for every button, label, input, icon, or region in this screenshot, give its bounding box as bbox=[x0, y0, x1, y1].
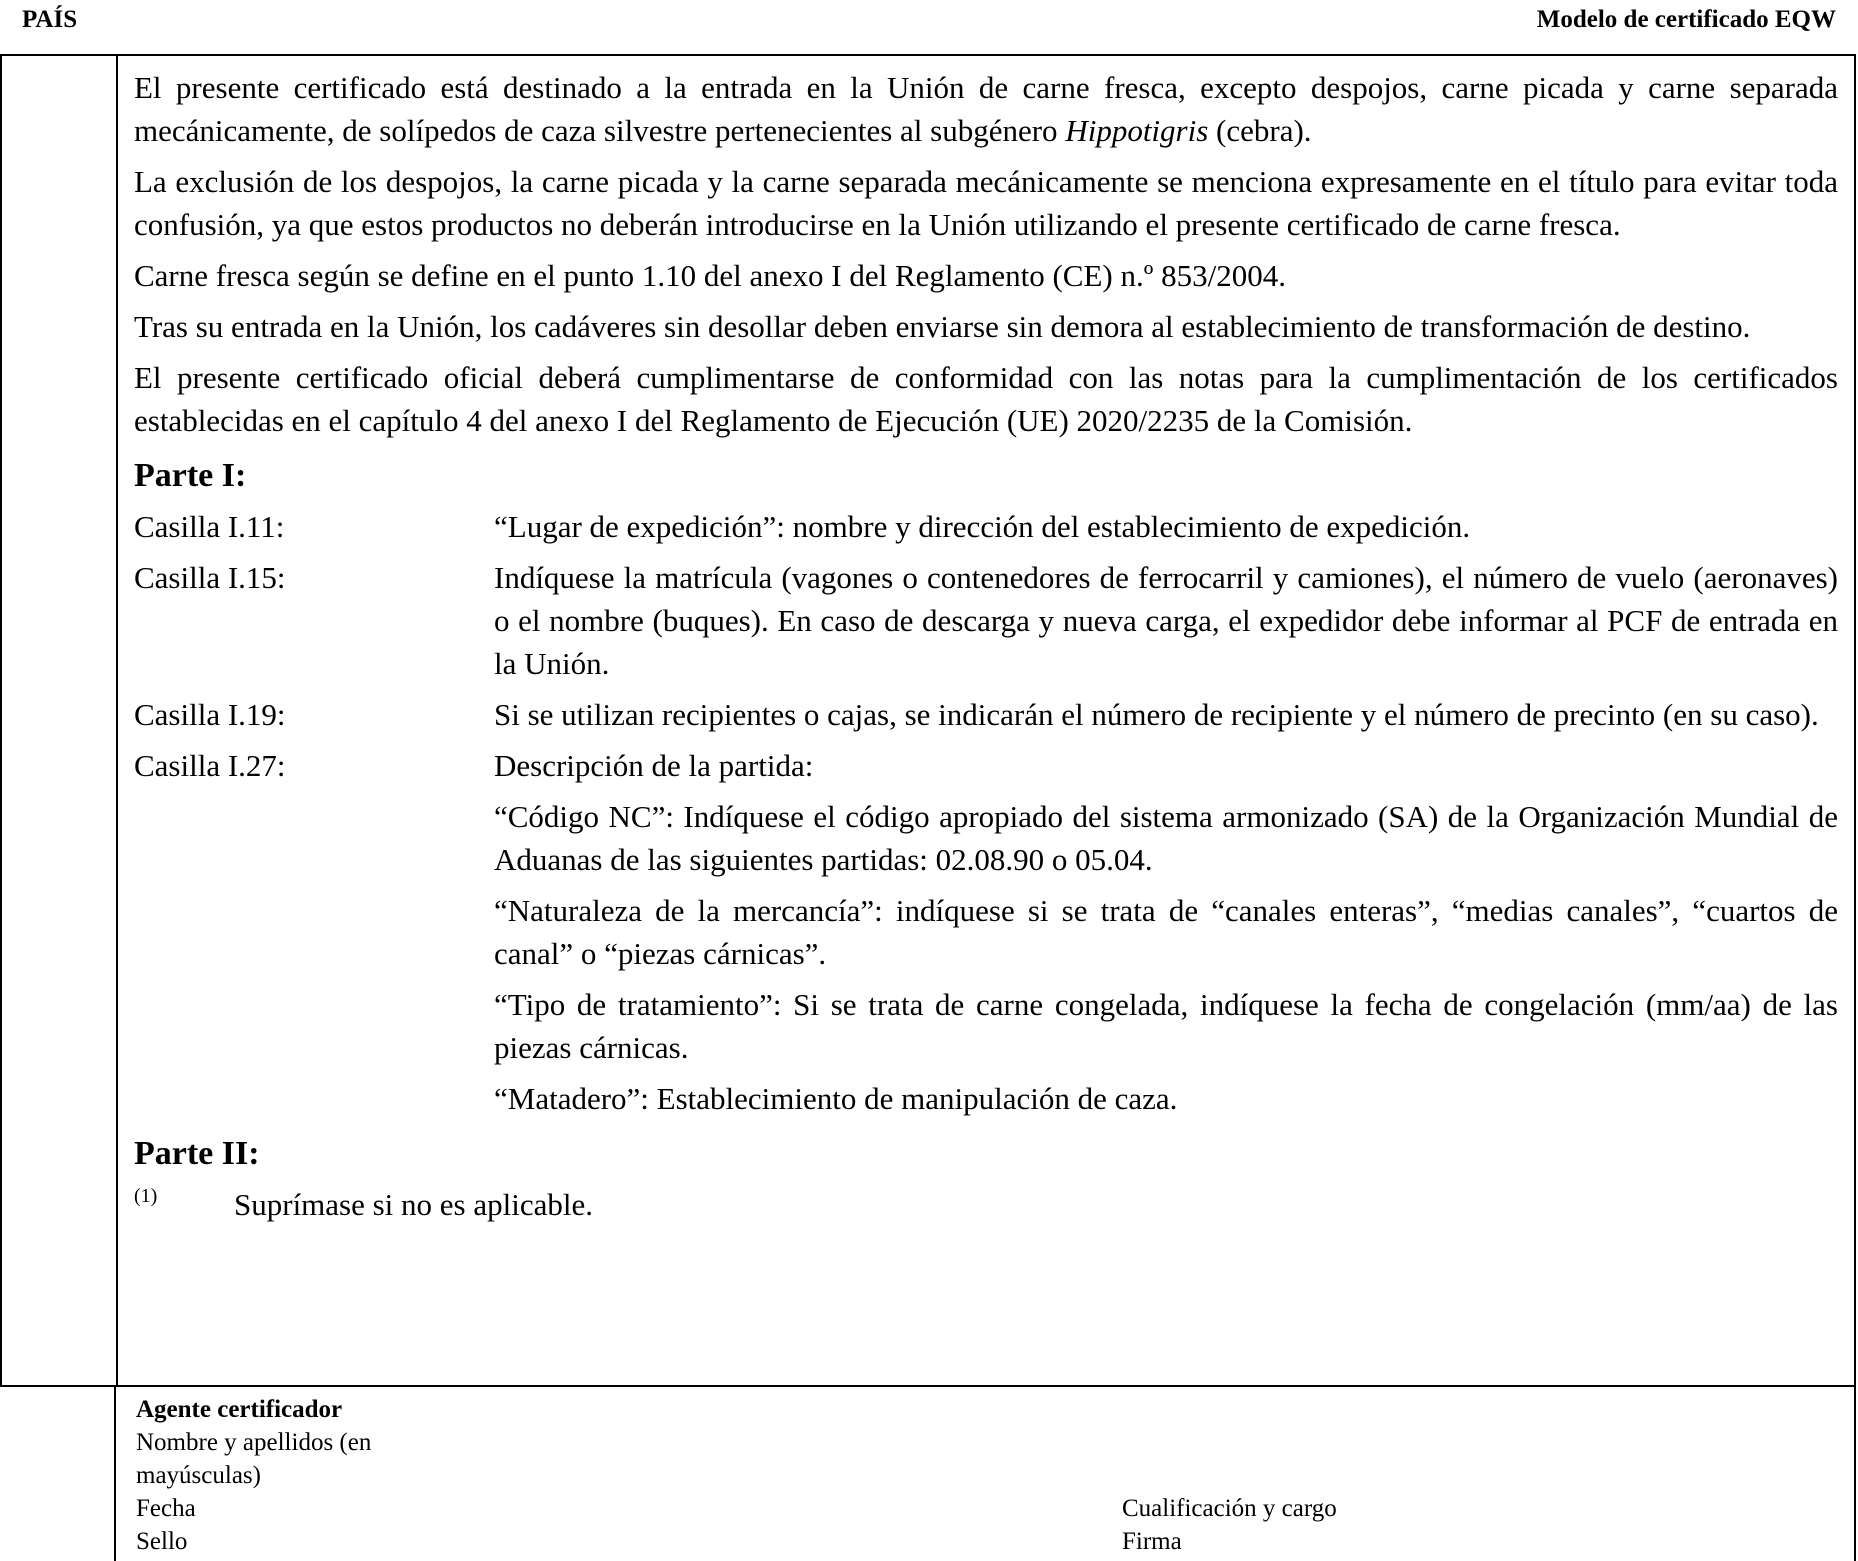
box-description-paragraph: “Matadero”: Establecimiento de manipulación de caza. bbox=[494, 1081, 1178, 1116]
footnote-text: Suprímase si no es aplicable. bbox=[234, 1187, 593, 1222]
intro-paragraph-2: La exclusión de los despojos, la carne picada y la carne separada mecánicamente se menciona expresamente en el título para evitar toda confusión, ya que estos productos no deberán introducirse en la Unión utilizando el presente certificado de carne fresca. bbox=[134, 164, 1838, 242]
name-label: Nombre y apellidos (en mayúsculas) bbox=[136, 1429, 372, 1489]
certifying-officer-block bbox=[114, 1387, 1856, 1561]
box-description-paragraph: Si se utilizan recipientes o cajas, se indicarán el número de recipiente y el número de precinto (en su caso). bbox=[494, 697, 1819, 732]
header-country: PAÍS bbox=[22, 6, 78, 33]
box-label: Casilla I.11: bbox=[134, 509, 285, 544]
box-label: Casilla I.19: bbox=[134, 697, 286, 732]
box-row bbox=[134, 556, 1838, 685]
intro-paragraph-3: Carne fresca según se define en el punto 1.10 del anexo I del Reglamento (CE) n.º 853/2004. bbox=[134, 258, 1286, 293]
box-description bbox=[494, 693, 1838, 736]
footnote-mark: (1) bbox=[134, 1185, 158, 1207]
box-description-paragraph: “Naturaleza de la mercancía”: indíquese si se trata de “canales enteras”, “medias canales”, “cuartos de canal” o “piezas cárnicas”. bbox=[494, 893, 1838, 971]
notes-content bbox=[134, 66, 1838, 1226]
intro-paragraph-4: Tras su entrada en la Unión, los cadáveres sin desollar deben enviarse sin demora al establecimiento de transformación de destino. bbox=[134, 309, 1751, 344]
box-row bbox=[134, 693, 1838, 736]
part-2-heading: Parte II: bbox=[134, 1135, 260, 1172]
box-label: Casilla I.27: bbox=[134, 748, 286, 783]
box-row bbox=[134, 505, 1838, 548]
frame-divider bbox=[116, 56, 118, 1385]
part-1-heading: Parte I: bbox=[134, 457, 247, 494]
part-1-rows bbox=[134, 505, 1838, 1120]
page-header bbox=[0, 2, 1858, 42]
signature-label: Firma bbox=[1122, 1528, 1182, 1555]
intro-paragraph-1: El presente certificado está destinado a la entrada en la Unión de carne fresca, excepto despojos, carne picada y carne separada mecánicamente, de solípedos de caza silvestre pertenecientes al subgénero Hippotigris (cebra). bbox=[134, 70, 1838, 148]
certifying-officer-title: Agente certificador bbox=[136, 1396, 343, 1423]
box-description-paragraph: “Código NC”: Indíquese el código apropiado del sistema armonizado (SA) de la Organización Mundial de Aduanas de las siguientes partidas: 02.08.90 o 05.04. bbox=[494, 799, 1838, 877]
box-row bbox=[134, 744, 1838, 1120]
stamp-label: Sello bbox=[136, 1528, 188, 1555]
box-description-paragraph: “Tipo de tratamiento”: Si se trata de carne congelada, indíquese la fecha de congelación (mm/aa) de las piezas cárnicas. bbox=[494, 987, 1838, 1065]
box-description bbox=[494, 556, 1838, 685]
box-description-paragraph: Descripción de la partida: bbox=[494, 748, 814, 783]
box-description-paragraph: Indíquese la matrícula (vagones o contenedores de ferrocarril y camiones), el número de vuelo (aeronaves) o el nombre (buques). En caso de descarga y nueva carga, el expedidor debe informar al PCF de entrada en la Unión. bbox=[494, 560, 1838, 681]
qualification-label: Cualificación y cargo bbox=[1122, 1495, 1337, 1522]
intro-paragraph-5: El presente certificado oficial deberá cumplimentarse de conformidad con las notas para la cumplimentación de los certificados establecidas en el capítulo 4 del anexo I del Reglamento de Ejecución (UE) 2020/2235 de la Comisión. bbox=[134, 360, 1838, 438]
box-description-paragraph: “Lugar de expedición”: nombre y dirección del establecimiento de expedición. bbox=[494, 509, 1471, 544]
box-description bbox=[494, 505, 1838, 548]
header-model-title: Modelo de certificado EQW bbox=[1536, 6, 1836, 33]
subgenus-name: Hippotigris bbox=[1065, 113, 1209, 148]
box-label: Casilla I.15: bbox=[134, 560, 286, 595]
date-label: Fecha bbox=[136, 1495, 196, 1522]
box-description bbox=[494, 744, 1838, 1120]
footnote bbox=[134, 1183, 1838, 1226]
